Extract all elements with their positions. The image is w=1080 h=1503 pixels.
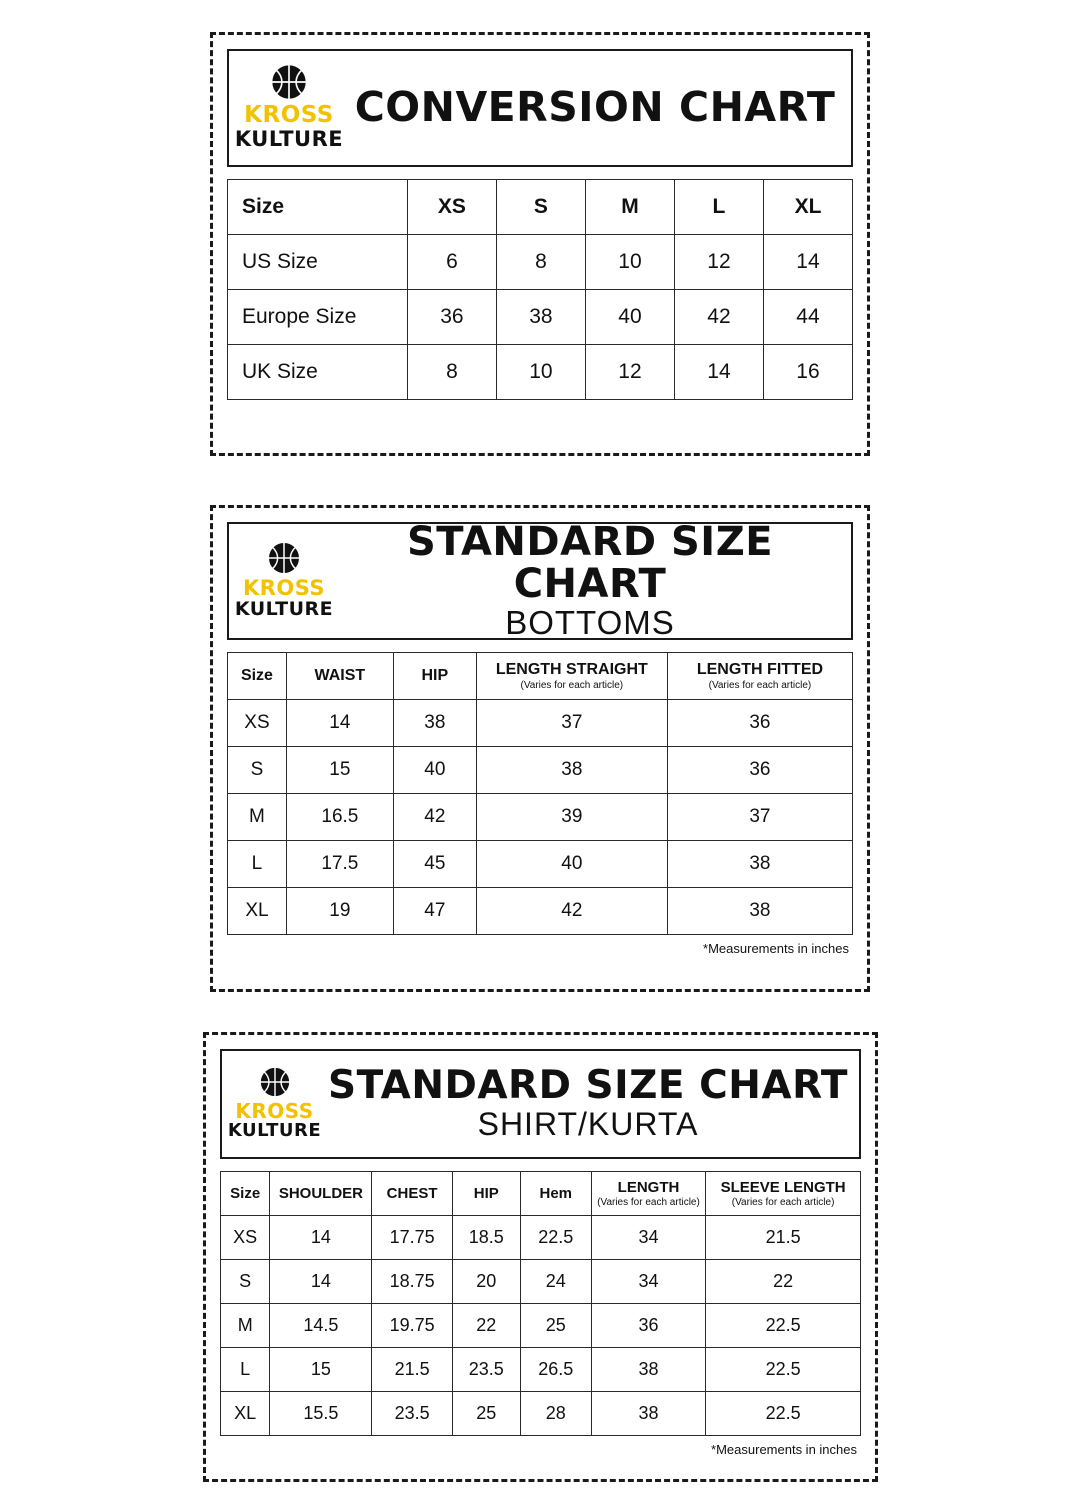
table-row (221, 1260, 861, 1304)
shirt-measurement-note: *Measurements in inches (711, 1442, 857, 1457)
table-row (228, 700, 853, 747)
bottoms-size-table (227, 652, 853, 935)
column-header-length (591, 1172, 705, 1216)
table-row (228, 290, 853, 345)
column-header-length-straight-label: LENGTH STRAIGHT (495, 661, 648, 678)
cell-value: 42 (476, 888, 667, 935)
cell-value: 8 (496, 235, 585, 290)
shirt-size-chart-card (203, 1032, 878, 1482)
shirt-chart-title-area (327, 1062, 859, 1142)
row-label: XL (228, 888, 287, 935)
cell-value: 18.5 (452, 1216, 520, 1260)
brand-name-line1: KROSS (235, 1098, 314, 1123)
cell-value: 21.5 (706, 1216, 861, 1260)
bottoms-size-chart-card (210, 505, 870, 992)
cell-value: 38 (667, 841, 852, 888)
cell-value: 38 (476, 747, 667, 794)
shirt-chart-subtitle: SHIRT/KURTA (477, 1105, 699, 1142)
cell-value: 14 (270, 1260, 372, 1304)
column-header-length-straight-note: (Varies for each article) (520, 680, 624, 691)
table-row (228, 841, 853, 888)
conversion-chart-table (227, 179, 853, 400)
cell-value: 10 (585, 235, 674, 290)
cell-value: 22.5 (520, 1216, 591, 1260)
shirt-size-table (220, 1171, 861, 1436)
brand-name-line2: KULTURE (234, 127, 344, 152)
conversion-chart-title-area (349, 83, 851, 132)
brand-logo (229, 56, 349, 159)
table-row (221, 1348, 861, 1392)
table-row (221, 1304, 861, 1348)
table-row (221, 1216, 861, 1260)
cell-value: 22.5 (706, 1392, 861, 1436)
table-header-row (228, 653, 853, 700)
basketball-icon (258, 1065, 292, 1099)
cell-value: 15.5 (270, 1392, 372, 1436)
table-header-row (228, 180, 853, 235)
column-header-length-label: LENGTH (617, 1179, 680, 1196)
cell-value: 14 (286, 700, 393, 747)
cell-value: 15 (286, 747, 393, 794)
cell-value: 37 (476, 700, 667, 747)
cell-value: 39 (476, 794, 667, 841)
basketball-icon (266, 540, 302, 576)
table-row (228, 747, 853, 794)
cell-value: 10 (496, 345, 585, 400)
cell-value: 15 (270, 1348, 372, 1392)
cell-value: 37 (667, 794, 852, 841)
cell-value: 19.75 (372, 1304, 452, 1348)
cell-value: 36 (591, 1304, 705, 1348)
cell-value: 12 (585, 345, 674, 400)
cell-value: 40 (393, 747, 476, 794)
row-label: L (221, 1348, 270, 1392)
cell-value: 44 (763, 290, 852, 345)
column-header-hip: HIP (452, 1172, 520, 1216)
bottoms-chart-subtitle: BOTTOMS (505, 603, 675, 641)
row-label: Europe Size (228, 290, 408, 345)
cell-value: 42 (674, 290, 763, 345)
cell-value: 18.75 (372, 1260, 452, 1304)
row-label: XS (221, 1216, 270, 1260)
conversion-chart-header (227, 49, 853, 167)
cell-value: 22.5 (706, 1304, 861, 1348)
cell-value: 45 (393, 841, 476, 888)
bottoms-chart-title: STANDARD SIZE CHART (406, 518, 774, 607)
column-header-s: S (496, 180, 585, 235)
table-row (228, 345, 853, 400)
column-header-length-note: (Varies for each article) (597, 1197, 700, 1208)
row-label: L (228, 841, 287, 888)
cell-value: 19 (286, 888, 393, 935)
cell-value: 23.5 (452, 1348, 520, 1392)
shirt-chart-header (220, 1049, 861, 1159)
conversion-chart-card (210, 32, 870, 456)
bottoms-chart-header (227, 518, 853, 641)
cell-value: 14 (674, 345, 763, 400)
column-header-sleeve-length-label: SLEEVE LENGTH (720, 1179, 846, 1196)
cell-value: 12 (674, 235, 763, 290)
table-row (221, 1392, 861, 1436)
cell-value: 16 (763, 345, 852, 400)
cell-value: 36 (667, 700, 852, 747)
column-header-length-fitted-note: (Varies for each article) (708, 680, 812, 691)
table-row (228, 235, 853, 290)
cell-value: 34 (591, 1260, 705, 1304)
shirt-chart-title: STANDARD SIZE CHART (328, 1062, 848, 1108)
column-header-m: M (585, 180, 674, 235)
column-header-hem: Hem (520, 1172, 591, 1216)
cell-value: 38 (496, 290, 585, 345)
column-header-xl: XL (763, 180, 852, 235)
table-row (228, 888, 853, 935)
row-label: XS (228, 700, 287, 747)
column-header-l: L (674, 180, 763, 235)
column-header-waist: WAIST (286, 653, 393, 700)
row-label: UK Size (228, 345, 408, 400)
cell-value: 47 (393, 888, 476, 935)
bottoms-measurement-note: *Measurements in inches (703, 941, 849, 956)
cell-value: 25 (452, 1392, 520, 1436)
cell-value: 22 (452, 1304, 520, 1348)
cell-value: 24 (520, 1260, 591, 1304)
row-label: M (221, 1304, 270, 1348)
cell-value: 38 (667, 888, 852, 935)
cell-value: 36 (407, 290, 496, 345)
column-header-sleeve-length-note: (Varies for each article) (731, 1197, 835, 1208)
table-header-row (221, 1172, 861, 1216)
cell-value: 21.5 (372, 1348, 452, 1392)
column-header-length-fitted-label: LENGTH FITTED (696, 661, 824, 678)
cell-value: 17.75 (372, 1216, 452, 1260)
cell-value: 40 (476, 841, 667, 888)
table-row (228, 794, 853, 841)
cell-value: 14 (270, 1216, 372, 1260)
cell-value: 20 (452, 1260, 520, 1304)
cell-value: 36 (667, 747, 852, 794)
column-header-size: Size (228, 180, 408, 235)
column-header-xs: XS (407, 180, 496, 235)
brand-name-line1: KROSS (242, 575, 326, 600)
row-label: S (221, 1260, 270, 1304)
cell-value: 6 (407, 235, 496, 290)
basketball-icon (269, 62, 309, 102)
cell-value: 22 (706, 1260, 861, 1304)
cell-value: 25 (520, 1304, 591, 1348)
column-header-size: Size (228, 653, 287, 700)
cell-value: 14.5 (270, 1304, 372, 1348)
cell-value: 38 (591, 1392, 705, 1436)
column-header-size: Size (221, 1172, 270, 1216)
row-label: XL (221, 1392, 270, 1436)
bottoms-chart-title-area (339, 518, 851, 641)
column-header-chest: CHEST (372, 1172, 452, 1216)
cell-value: 8 (407, 345, 496, 400)
brand-logo (229, 534, 339, 629)
cell-value: 26.5 (520, 1348, 591, 1392)
column-header-shoulder: SHOULDER (270, 1172, 372, 1216)
cell-value: 14 (763, 235, 852, 290)
brand-logo (222, 1059, 327, 1150)
cell-value: 17.5 (286, 841, 393, 888)
brand-name-line2: KULTURE (234, 597, 334, 620)
column-header-sleeve-length (706, 1172, 861, 1216)
cell-value: 38 (393, 700, 476, 747)
cell-value: 23.5 (372, 1392, 452, 1436)
cell-value: 16.5 (286, 794, 393, 841)
cell-value: 42 (393, 794, 476, 841)
row-label: M (228, 794, 287, 841)
cell-value: 40 (585, 290, 674, 345)
cell-value: 34 (591, 1216, 705, 1260)
column-header-length-fitted (667, 653, 852, 700)
cell-value: 38 (591, 1348, 705, 1392)
cell-value: 28 (520, 1392, 591, 1436)
row-label: S (228, 747, 287, 794)
column-header-hip: HIP (393, 653, 476, 700)
cell-value: 22.5 (706, 1348, 861, 1392)
column-header-length-straight (476, 653, 667, 700)
row-label: US Size (228, 235, 408, 290)
brand-name-line1: KROSS (244, 102, 334, 129)
conversion-chart-title: CONVERSION CHART (354, 83, 836, 132)
brand-name-line2: KULTURE (227, 1119, 322, 1141)
